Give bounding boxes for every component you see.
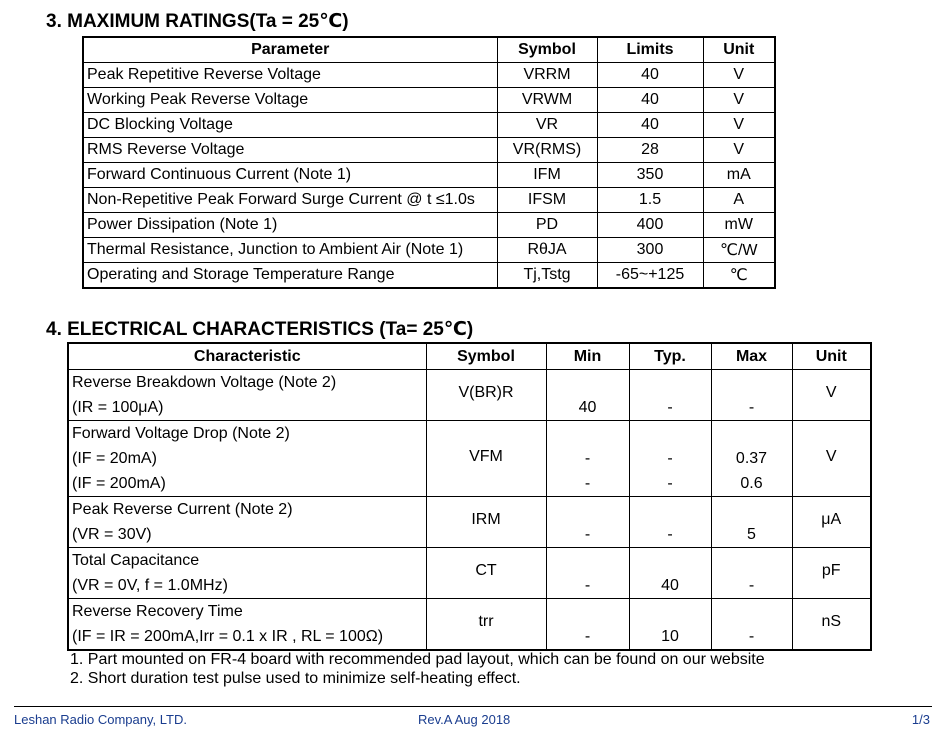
characteristic-cell [68,497,426,548]
max-value: - [748,628,755,645]
typ-value: - [667,399,673,416]
footer-divider [14,706,932,707]
parameter-cell: Working Peak Reverse Voltage [83,88,497,113]
table-row [83,113,775,138]
characteristic-name: Forward Voltage Drop (Note 2) [72,425,290,442]
characteristic-name: Total Capacitance [72,552,200,569]
min-value: - [584,628,591,645]
unit-text: V [825,448,837,465]
max-value: 0.6 [740,475,763,492]
symbol-cell: VRRM [497,63,597,88]
limits-cell: 40 [597,88,703,113]
typ-value: - [667,450,673,467]
parameter-cell: RMS Reverse Voltage [83,138,497,163]
limits-cell: 400 [597,213,703,238]
test-condition: (IF = IR = 200mA,Irr = 0.1 x IR , RL = 100Ω) [72,628,384,645]
typ-value: 40 [661,577,679,594]
typ-value: - [667,526,673,543]
symbol-cell: VRWM [497,88,597,113]
characteristic-cell [68,370,426,421]
min-value: - [584,450,591,467]
unit-cell: A [703,188,775,213]
table-row [83,188,775,213]
limits-cell: 300 [597,238,703,263]
parameter-cell: Power Dissipation (Note 1) [83,213,497,238]
unit-cell [792,599,871,651]
unit-text: nS [821,613,842,630]
symbol-cell [426,370,546,421]
limits-cell: -65~+125 [597,263,703,289]
footer-page: 1/3 [911,712,930,727]
unit-cell: ℃/W [703,238,775,263]
symbol-cell: VR [497,113,597,138]
characteristic-cell [68,599,426,651]
note-1: 1. Part mounted on FR-4 board with recommended pad layout, which can be found on our website [70,651,765,668]
limits-cell: 28 [597,138,703,163]
symbol-text: V(BR)R [458,384,514,401]
max-cell [711,497,792,548]
table-row [68,370,871,421]
footer-revision: Rev.A Aug 2018 [418,712,511,727]
table-row [83,238,775,263]
typ-cell [629,497,711,548]
table-row [68,421,871,497]
symbol-cell [426,599,546,651]
min-cell [546,548,629,599]
symbol-cell [426,497,546,548]
characteristic-cell [68,421,426,497]
characteristic-name: Peak Reverse Current (Note 2) [72,501,293,518]
unit-cell [792,421,871,497]
min-cell [546,497,629,548]
typ-cell [629,548,711,599]
symbol-text: CT [475,562,497,579]
max-value: - [748,399,755,416]
parameter-cell: Peak Repetitive Reverse Voltage [83,63,497,88]
max-ratings-title: 3. MAXIMUM RATINGS(Ta = 25℃) [46,11,349,32]
symbol-cell [426,421,546,497]
header-unit: Unit [792,343,871,370]
min-value: 40 [578,399,597,416]
table-row [83,138,775,163]
parameter-cell: Non-Repetitive Peak Forward Surge Current @ t ≤1.0s [83,188,497,213]
symbol-cell: RθJA [497,238,597,263]
header-max: Max [711,343,792,370]
limits-cell: 40 [597,113,703,138]
table-header-row [83,37,775,63]
header-symbol: Symbol [426,343,546,370]
symbol-cell: PD [497,213,597,238]
max-value: - [748,577,755,594]
unit-cell [792,548,871,599]
typ-cell [629,599,711,651]
max-ratings-table [82,36,776,289]
symbol-cell: VR(RMS) [497,138,597,163]
unit-cell: V [703,113,775,138]
unit-cell: V [703,63,775,88]
min-cell [546,599,629,651]
symbol-cell: IFSM [497,188,597,213]
table-row [68,599,871,651]
header-limits: Limits [597,37,703,63]
notes [70,650,765,688]
unit-text: μA [821,511,842,528]
typ-cell [629,421,711,497]
header-symbol: Symbol [497,37,597,63]
table-row [83,263,775,289]
table-row [83,63,775,88]
unit-cell: V [703,138,775,163]
symbol-cell: Tj,Tstg [497,263,597,289]
test-condition: (VR = 0V, f = 1.0MHz) [72,577,228,594]
max-cell [711,548,792,599]
max-cell [711,599,792,651]
characteristic-name: Reverse Breakdown Voltage (Note 2) [72,374,337,391]
parameter-cell: Thermal Resistance, Junction to Ambient Air (Note 1) [83,238,497,263]
min-cell [546,421,629,497]
unit-cell [792,370,871,421]
table-row [83,163,775,188]
limits-cell: 1.5 [597,188,703,213]
min-cell [546,370,629,421]
table-row [68,497,871,548]
symbol-text: VFM [469,448,503,465]
characteristic-name: Reverse Recovery Time [72,603,243,620]
note-2: 2. Short duration test pulse used to minimize self-heating effect. [70,670,521,687]
table-row [68,548,871,599]
test-condition: (VR = 30V) [72,526,152,543]
header-typ: Typ. [629,343,711,370]
table-row [83,88,775,113]
header-parameter: Parameter [83,37,497,63]
table-header-row [68,343,871,370]
max-value: 5 [747,526,756,543]
characteristic-cell [68,548,426,599]
table-row [83,213,775,238]
footer-company: Leshan Radio Company, LTD. [14,712,187,727]
symbol-text: IRM [471,511,501,528]
parameter-cell: Forward Continuous Current (Note 1) [83,163,497,188]
unit-cell [792,497,871,548]
max-cell [711,370,792,421]
unit-cell: mA [703,163,775,188]
parameter-cell: Operating and Storage Temperature Range [83,263,497,289]
header-min: Min [546,343,629,370]
header-unit: Unit [703,37,775,63]
unit-text: V [825,384,837,401]
limits-cell: 40 [597,63,703,88]
test-condition: (IF = 20mA) [72,450,157,467]
typ-value: - [667,475,673,492]
symbol-cell: IFM [497,163,597,188]
unit-cell: ℃ [703,263,775,289]
symbol-cell [426,548,546,599]
electrical-table [67,342,872,651]
symbol-text: trr [478,613,494,630]
max-value: 0.37 [735,450,768,467]
limits-cell: 350 [597,163,703,188]
parameter-cell: DC Blocking Voltage [83,113,497,138]
typ-cell [629,370,711,421]
test-condition: (IF = 200mA) [72,475,166,492]
test-condition: (IR = 100μA) [72,399,164,416]
max-cell [711,421,792,497]
header-characteristic: Characteristic [68,343,426,370]
electrical-title: 4. ELECTRICAL CHARACTERISTICS (Ta= 25℃) [46,319,474,340]
unit-text: pF [821,562,841,579]
min-value: - [584,526,591,543]
min-value: - [584,577,591,594]
min-value: - [584,475,591,492]
unit-cell: V [703,88,775,113]
typ-value: 10 [661,628,679,645]
unit-cell: mW [703,213,775,238]
